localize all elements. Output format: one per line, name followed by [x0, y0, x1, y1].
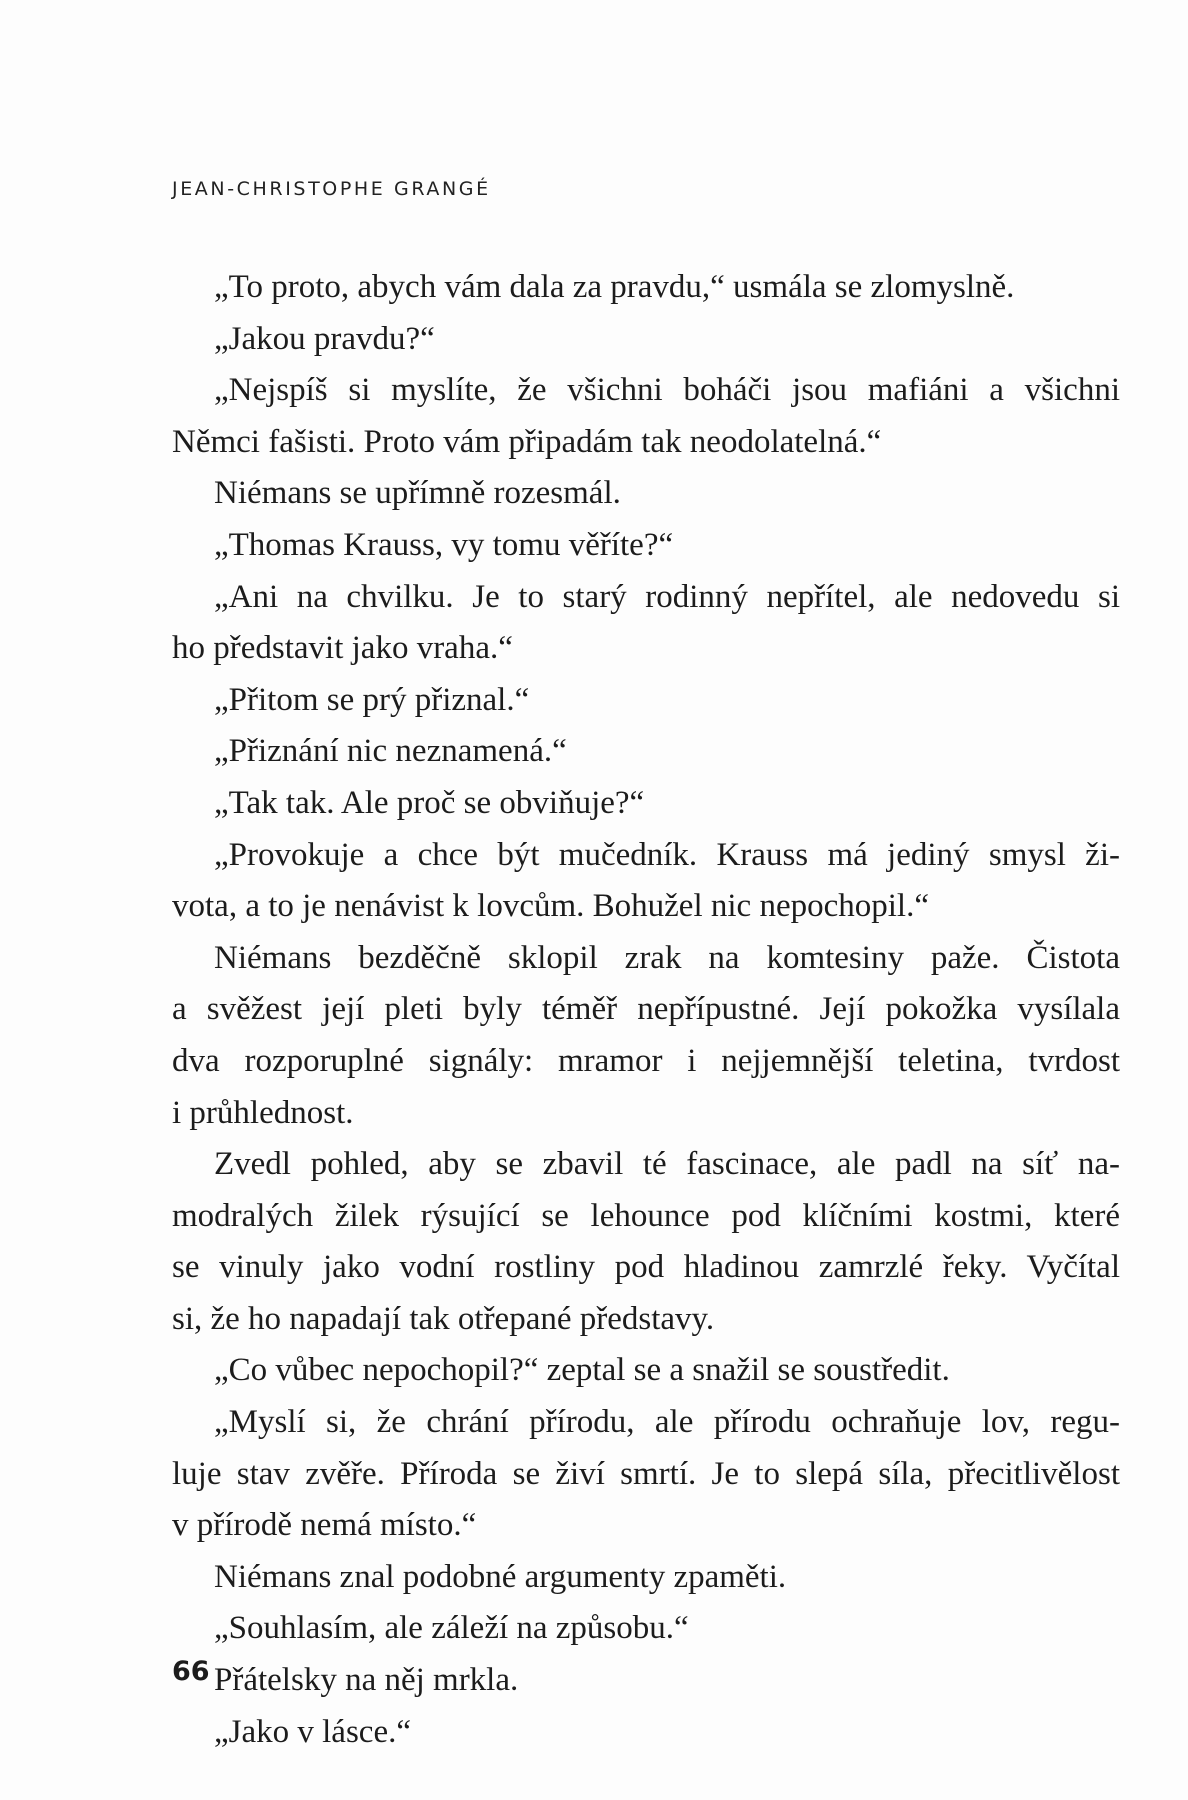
text-line: Němci fašisti. Proto vám připadám tak neodolatelná.“ — [172, 423, 882, 460]
text-line: „Myslí si, že chrání přírodu, ale přírodu ochraňuje lov, regu- — [214, 1404, 1120, 1441]
text-line: Zvedl pohled, aby se zbavil té fascinace, ale padl na síť na- — [214, 1146, 1120, 1183]
text-line: „Jakou pravdu?“ — [214, 320, 435, 357]
text-line: Přátelsky na něj mrkla. — [214, 1662, 519, 1699]
text-line: „To proto, abych vám dala za pravdu,“ usmála se zlomyslně. — [214, 269, 1015, 305]
text-line: „Thomas Krauss, vy tomu věříte?“ — [214, 526, 674, 563]
text-line: i průhlednost. — [172, 1094, 354, 1131]
text-line: „Tak tak. Ale proč se obviňuje?“ — [214, 784, 645, 821]
text-line: v přírodě nemá místo.“ — [172, 1507, 477, 1544]
text-line: „Co vůbec nepochopil?“ zeptal se a snažil se soustředit. — [214, 1352, 950, 1389]
page-number: 66 — [172, 1656, 210, 1687]
text-line: „Souhlasím, ale záleží na způsobu.“ — [214, 1610, 689, 1647]
text-line: „Jako v lásce.“ — [214, 1713, 411, 1750]
text-line: modralých žilek rýsující se lehounce pod klíčními kostmi, které — [172, 1197, 1120, 1234]
text-line: vota, a to je nenávist k lovcům. Bohužel nic nepochopil.“ — [172, 888, 929, 925]
text-line: si, že ho napadají tak otřepané představy. — [172, 1300, 715, 1337]
running-head: JEAN-CHRISTOPHE GRANGÉ — [172, 178, 491, 200]
text-line: Niémans se upřímně rozesmál. — [214, 475, 621, 512]
text-line: „Nejspíš si myslíte, že všichni boháči jsou mafiáni a všichni — [214, 372, 1120, 409]
text-line: „Přitom se prý přiznal.“ — [214, 681, 530, 718]
text-line: „Přiznání nic neznamená.“ — [214, 733, 567, 770]
text-line: Niémans bezděčně sklopil zrak na komtesiny paže. Čistota — [214, 939, 1120, 976]
text-line: a svěžest její pleti byly téměř nepřípustné. Její pokožka vysílala — [172, 991, 1120, 1028]
text-line: „Ani na chvilku. Je to starý rodinný nepřítel, ale nedovedu si — [214, 578, 1120, 615]
body-text — [172, 262, 1120, 1758]
text-line: ho představit jako vraha.“ — [172, 630, 513, 667]
text-line: se vinuly jako vodní rostliny pod hladinou zamrzlé řeky. Vyčítal — [172, 1249, 1120, 1286]
text-line: luje stav zvěře. Příroda se živí smrtí. Je to slepá síla, přecitlivělost — [172, 1455, 1120, 1492]
text-line: Niémans znal podobné argumenty zpaměti. — [214, 1558, 787, 1595]
text-line: „Provokuje a chce být mučedník. Krauss má jediný smysl ži- — [214, 836, 1120, 873]
text-line: dva rozporuplné signály: mramor i nejjemnější teletina, tvrdost — [172, 1042, 1120, 1079]
